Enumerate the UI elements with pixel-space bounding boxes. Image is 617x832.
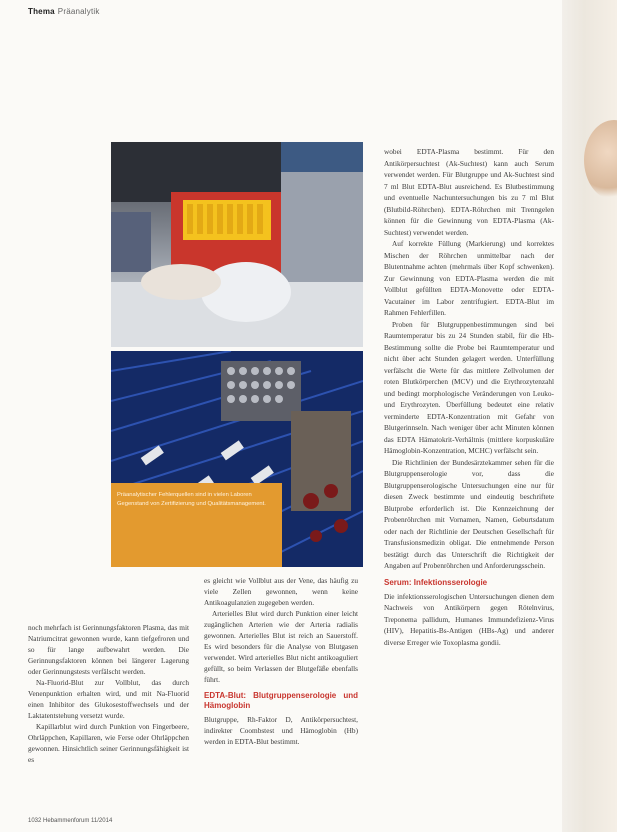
photo-caption	[111, 483, 282, 567]
kicker-topic: Präanalytik	[57, 7, 100, 16]
caption-text: Präanalytischer Fehlerquellen sind in vielen Laboren Gegenstand von Zertifizierung und Qualitätsmanagement.	[117, 492, 266, 507]
photo-lab-tubes	[111, 142, 363, 347]
paragraph: Auf korrekte Füllung (Markierung) und korrektes Mischen der Röhrchen unmittelbar nach der Blutentnahme achten (mehrmals über Kopf schwenken). Zur Gewinnung von EDTA-Plasma werden die mit Vollblut gefüllten EDTA-Monovette oder EDTA-Vacutainer im Labor zentrifugiert. EDTA-Blut im Rahmen Fehlerfillen.	[384, 239, 554, 317]
lab-photo-illustration	[111, 142, 363, 347]
section-heading: Serum: Infektionsserologie	[384, 577, 488, 587]
paragraph: Arterielles Blut wird durch Punktion einer leicht zugänglichen Arterien wie der Arteria radialis gewonnen. Arterielles Blut ist reich an Sauerstoff. Es wird besonders für die Analyse von Blutgasen verwendet. Wird arterielles Blut nicht antikoaguliert gefüllt, so beim Verlassen der Blutgefäße ebenfalls führt.	[204, 609, 358, 684]
section-heading: EDTA-Blut: Blutgruppenserologie und Hämoglobin	[204, 691, 358, 710]
adjacent-image-detail	[584, 120, 617, 200]
paragraph: Die infektionsserologischen Untersuchungen dienen dem Nachweis von Antikörpern gegen Rötelnvirus, Treponema pallidum, Humanes Immundefizienz-Virus (HIV), Hepatitis-Bs-Antigen (HBs-Ag) und anderer diverse Erreger wie Toxoplasma gondii.	[384, 591, 554, 647]
paragraph: Kapillarblut wird durch Punktion von Fingerbeere, Ohrläppchen, Kapillaren, wie Ferse oder Ohrläppchen gewonnen. Hinsichtlich seiner Gerinnungsfähigkeit ist es	[28, 722, 189, 764]
adjacent-page-image	[562, 0, 617, 832]
text-column-right	[384, 146, 554, 648]
paragraph: Proben für Blutgruppenbestimmungen sind bei Raumtemperatur bis zu 24 Stunden stabil, für die Hb-Bestimmung sollte die Probe bei Raumtemperatur und nicht über acht Stunden gelagert werden. Unterfüllung verfälscht die Werte für das mittlere Zellvolumen der roten Blutkörperchen (MCV) und die Erythrozytenzahl und bedingt morphologische Veränderungen von Leuko- und Erythrozyten. Überfüllung bedeutet eine relativ verminderte EDTA-Konzentration mit Gefahr von Blutgerinnseln. Nach weniger über acht Minuten können das EDTA Hämatokrit-Verhältnis (mittlere korpuskuläre Hämoglobin-Konzentration, MCHC) verfälscht sein.	[384, 319, 554, 455]
section-kicker	[28, 7, 100, 16]
paragraph: es gleicht wie Vollblut aus der Vene, das häufig zu viele Zellen gewonnen, wenn keine Antikoagulanzien zugegeben werden.	[204, 576, 358, 607]
paragraph: Na-Fluorid-Blut zur Vollblut, das durch Venenpunktion erhalten wird, und mit Na-Fluorid einen Inhibitor des Glukosestoffwechsels und der Laktatentstehung versetzt wurde.	[28, 678, 189, 720]
paragraph: noch mehrfach ist Gerinnungsfaktoren Plasma, das mit Natriumcitrat gewonnen wurde, kann tiefgefroren und so für lange aufbewahrt werden. Die Gerinnungsfaktoren können bei längerer Lagerung oder Gerinnungstests verfälscht werden.	[28, 623, 189, 676]
kicker-theme: Thema	[28, 7, 55, 16]
page-footer: 1032 Hebammenforum 11/2014	[28, 818, 113, 824]
paragraph: wobei EDTA-Plasma bestimmt. Für den Antikörpersuchtest (Ak-Suchtest) kann auch Serum verwendet werden. Für Blutgruppe und Ak-Suchtest sind 7 ml Blut EDTA-Blut ausreichend. Es Blutbestimmung und eventuelle Nachuntersuchungen bis zu 7 ml Blut (Blutbild-Röhrchen). EDTA-Röhrchen mit Trenngelen können für die Gewinnung von EDTA-Plasma (Ak-Suchtest) verwendet werden.	[384, 147, 554, 237]
text-column-left	[28, 622, 189, 765]
text-column-middle	[204, 575, 358, 747]
paragraph: Blutgruppe, Rh-Faktor D, Antikörpersuchtest, indirekter Coombstest und Hämoglobin (Hb) werden in EDTA-Blut bestimmt.	[204, 715, 358, 746]
paragraph: Die Richtlinien der Bundesärztekammer sehen für die Blutgruppenserologie vor, dass die Blutgruppenserologische Untersuchungen eine nur für diesen Zweck bestimmte und eindeutig beschriftete Blutprobe erforderlich ist. Die Kennzeichnung der Probenröhrchen mit Vornamen, Namen, Geburtsdatum oder nach der Richtlinie der Deutschen Gesellschaft für Transfusionsmedizin obligat. Die entnehmende Person bestätigt durch das Unterschrift die Richtigkeit der Angaben auf Probenröhrchen und Anforderungsschein.	[384, 457, 554, 570]
